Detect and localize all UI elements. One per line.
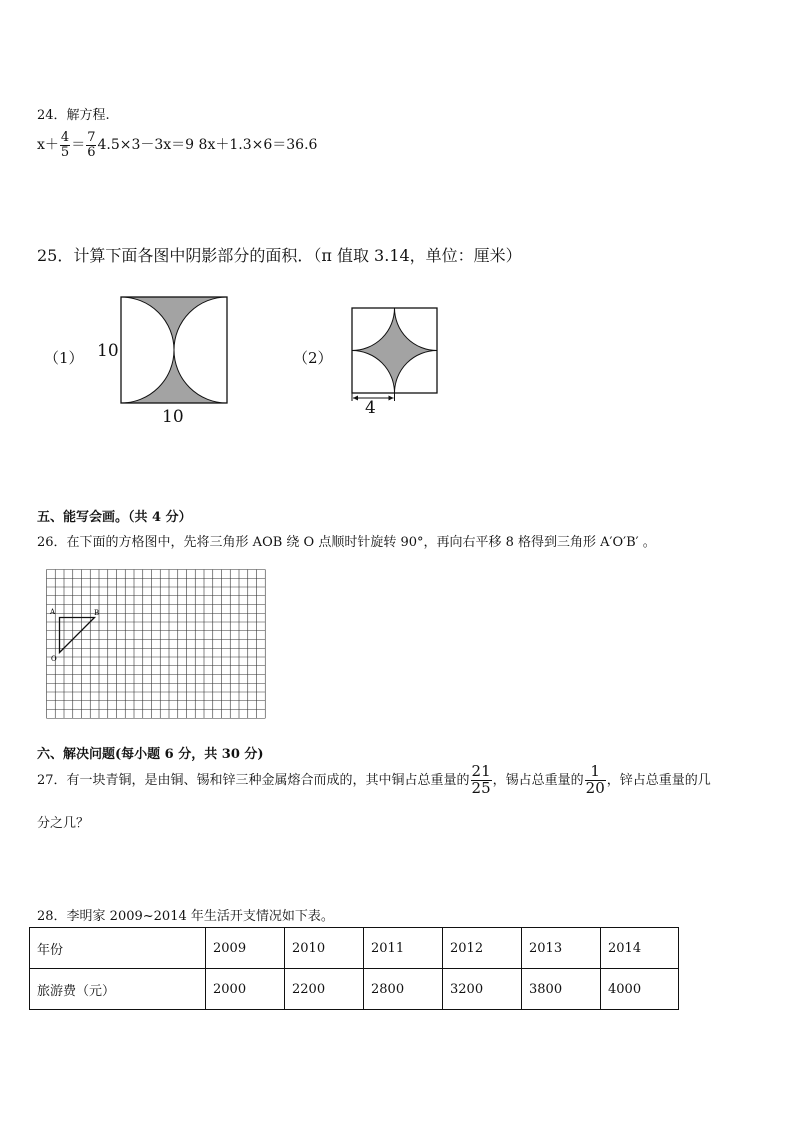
table-cell: 2200 (285, 969, 364, 1010)
q24-equations (37, 131, 317, 159)
eq2: 4.5×3－3x＝9 (97, 137, 195, 154)
point-b-label: B (94, 609, 100, 617)
point-a-label: A (50, 608, 56, 616)
q26-text: 26．在下面的方格图中，先将三角形 AOB 绕 O 点顺时针旋转 90°，再向右平移 8 格得到三角形 A′O′B′ 。 (37, 535, 656, 550)
fig1-side-label: 10 (97, 341, 119, 361)
table-cell: 3200 (443, 969, 522, 1010)
eq3: 8x＋1.3×6＝36.6 (198, 137, 318, 154)
fig2-radius-label: 4 (365, 398, 376, 418)
q28-title: 28．李明家 2009~2014 年生活开支情况如下表。 (37, 909, 334, 924)
table-cell: 旅游费（元） (30, 969, 206, 1010)
table-header-cell: 2012 (443, 928, 522, 969)
table-cell: 4000 (601, 969, 679, 1010)
q24-title: 24．解方程. (37, 108, 110, 123)
square-grid (44, 567, 270, 725)
table-header-cell: 2010 (285, 928, 364, 969)
q27-fraction-tin: $\frac{1}{20}$ (585, 762, 605, 797)
table-header-cell: 2011 (364, 928, 443, 969)
eq1-prefix: x＋ (37, 137, 59, 154)
eq1-fraction-left: $\frac{4}{5}$ (60, 130, 70, 160)
table-header-cell: 年份 (30, 928, 206, 969)
table-header-cell: 2013 (522, 928, 601, 969)
section5-title: 五、能写会画。（共 4 分） (37, 510, 192, 525)
q27-part2: ，锡占总重量的 (492, 772, 584, 788)
q25-title: 25．计算下面各图中阴影部分的面积．（π 值取 3.14，单位：厘米） (37, 246, 522, 265)
fig1-shaded-square (118, 294, 232, 406)
q27-line1 (37, 764, 711, 797)
fig1-bottom-label: 10 (162, 407, 184, 427)
eq1-equals: ＝ (71, 137, 86, 154)
table-cell: 3800 (522, 969, 601, 1010)
table-header-cell: 2009 (206, 928, 285, 969)
table-header-cell: 2014 (601, 928, 679, 969)
fig2-label: （2） (293, 349, 333, 367)
eq1-fraction-right: $\frac{7}{6}$ (87, 130, 96, 160)
q27-part3: ，锌占总重量的几 (606, 772, 711, 788)
fig1-label: （1） (44, 349, 84, 367)
triangle-aob (60, 618, 95, 653)
q27-part1: 27．有一块青铜，是由铜、锡和锌三种金属熔合而成的，其中铜占总重量的 (37, 772, 470, 788)
q27-line2: 分之几？ (37, 816, 90, 831)
point-o-label: O (51, 655, 57, 663)
expense-table (29, 927, 679, 1010)
table-row (30, 928, 679, 969)
table-cell: 2800 (364, 969, 443, 1010)
section6-title: 六、解决问题(每小题 6 分，共 30 分) (37, 747, 264, 762)
fig2-shaded-square (349, 305, 441, 401)
table-cell: 2000 (206, 969, 285, 1010)
q27-fraction-copper: $\frac{21}{25}$ (471, 762, 491, 797)
table-row (30, 969, 679, 1010)
